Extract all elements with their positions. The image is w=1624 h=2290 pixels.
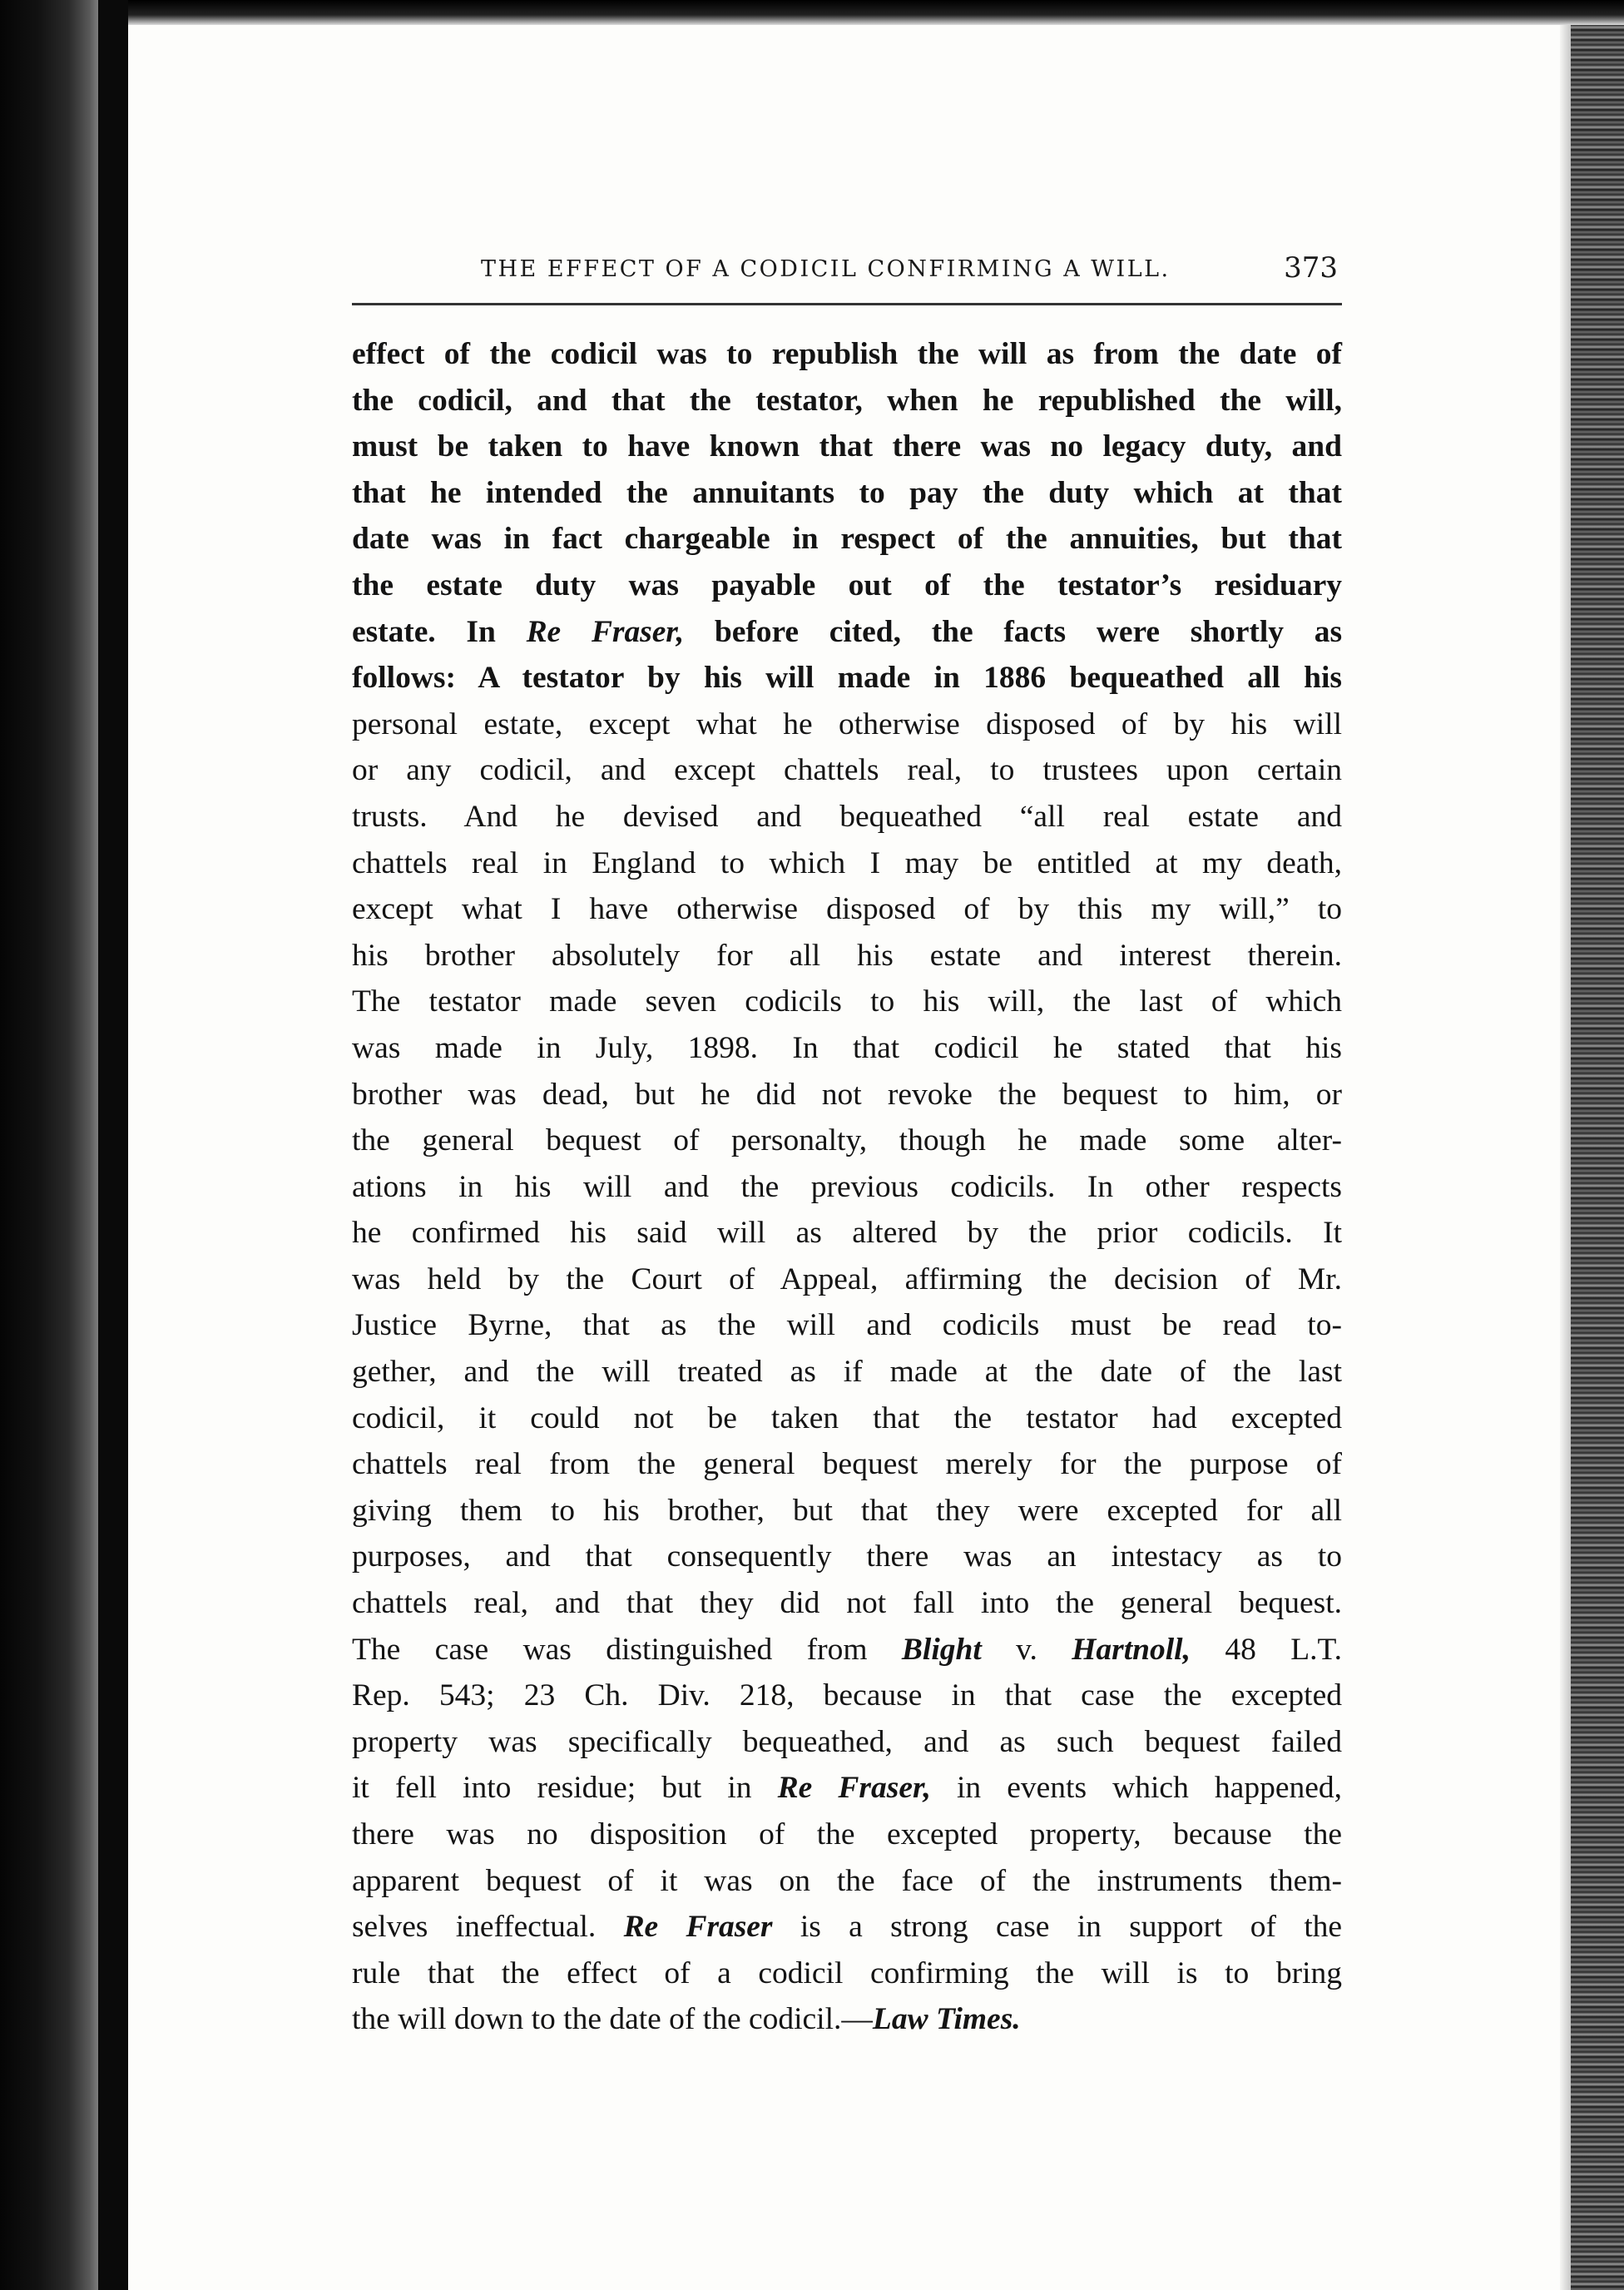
text-run: the will down to the date of the codicil.— bbox=[352, 2002, 873, 2037]
text-run: was held by the Court of Appeal, affirming the decision of Mr. bbox=[352, 1261, 1342, 1296]
case-name: Re Fraser, bbox=[777, 1771, 931, 1806]
text-line bbox=[352, 331, 1342, 378]
text-line bbox=[352, 1118, 1342, 1164]
text-line bbox=[352, 886, 1342, 933]
text-line bbox=[352, 1164, 1342, 1211]
text-run: personal estate, except what he otherwise disposed of by his will bbox=[352, 706, 1342, 741]
text-line bbox=[352, 1627, 1342, 1673]
text-run: ations in his will and the previous codicils. In other respects bbox=[352, 1169, 1342, 1204]
text-line bbox=[352, 1257, 1342, 1303]
text-run: property was specifically bequeathed, and as such bequest failed bbox=[352, 1724, 1342, 1759]
text-run: trusts. And he devised and bequeathed “all real estate and bbox=[352, 799, 1342, 834]
text-line bbox=[352, 1210, 1342, 1257]
text-line bbox=[352, 424, 1342, 470]
text-run: the general bequest of personalty, though he made some alter- bbox=[352, 1123, 1342, 1158]
text-run: purposes, and that consequently there was an intestacy as to bbox=[352, 1539, 1342, 1574]
text-line bbox=[352, 1950, 1342, 1997]
text-run: must be taken to have known that there was no legacy duty, and bbox=[352, 429, 1342, 464]
body-text bbox=[352, 331, 1342, 2043]
text-line bbox=[352, 747, 1342, 794]
text-line bbox=[352, 1580, 1342, 1627]
text-line bbox=[352, 655, 1342, 701]
text-line bbox=[352, 701, 1342, 748]
binding-shadow bbox=[98, 0, 128, 2290]
text-line bbox=[352, 470, 1342, 517]
text-line bbox=[352, 378, 1342, 424]
text-line bbox=[352, 563, 1342, 609]
text-line bbox=[352, 1302, 1342, 1349]
text-line bbox=[352, 1488, 1342, 1534]
text-run: 48 L.T. bbox=[1190, 1632, 1342, 1667]
text-run: chattels real, and that they did not fall into the general bequest. bbox=[352, 1586, 1342, 1621]
text-run: before cited, the facts were shortly as bbox=[684, 614, 1342, 649]
text-run: except what I have otherwise disposed of by this my will,” to bbox=[352, 892, 1342, 927]
text-run: brother was dead, but he did not revoke the bequest to him, or bbox=[352, 1077, 1342, 1112]
text-run: The testator made seven codicils to his will, the last of which bbox=[352, 984, 1342, 1019]
case-name: Re Fraser bbox=[623, 1910, 773, 1945]
case-name: Re Fraser, bbox=[526, 614, 685, 649]
text-run: Justice Byrne, that as the will and codicils must be read to- bbox=[352, 1308, 1342, 1343]
text-line bbox=[352, 516, 1342, 563]
text-line bbox=[352, 1441, 1342, 1488]
text-line bbox=[352, 609, 1342, 656]
text-run: estate. In bbox=[352, 614, 527, 649]
page-number: 373 bbox=[1284, 251, 1338, 285]
top-page-edge bbox=[125, 0, 1624, 25]
text-run: follows: A testator by his will made in 1886 bequeathed all his bbox=[352, 661, 1342, 696]
text-run: Rep. 543; 23 Ch. Div. 218, because in that case the excepted bbox=[352, 1678, 1342, 1713]
right-page-edge bbox=[1571, 0, 1624, 2290]
text-line bbox=[352, 1534, 1342, 1580]
text-run: effect of the codicil was to republish the will as from the date of bbox=[352, 337, 1342, 371]
text-run: date was in fact chargeable in respect of the annuities, but that bbox=[352, 522, 1342, 557]
header-rule bbox=[352, 303, 1342, 305]
text-line bbox=[352, 794, 1342, 840]
text-run: chattels real from the general bequest merely for the purpose of bbox=[352, 1447, 1342, 1482]
running-head bbox=[352, 251, 1338, 301]
text-run: his brother absolutely for all his estate and interest therein. bbox=[352, 938, 1342, 973]
text-line bbox=[352, 1996, 1342, 2043]
case-name: Hartnoll, bbox=[1072, 1632, 1191, 1667]
text-run: gether, and the will treated as if made at the date of the last bbox=[352, 1355, 1342, 1390]
text-run: was made in July, 1898. In that codicil he stated that his bbox=[352, 1030, 1342, 1065]
text-line bbox=[352, 1904, 1342, 1950]
text-line bbox=[352, 1812, 1342, 1858]
text-run: it fell into residue; but in bbox=[352, 1771, 778, 1806]
case-name: Blight bbox=[901, 1632, 982, 1667]
text-run: or any codicil, and except chattels real, to trustees upon certain bbox=[352, 753, 1342, 788]
text-run: codicil, it could not be taken that the testator had excepted bbox=[352, 1400, 1342, 1435]
source-credit: Law Times. bbox=[872, 2002, 1021, 2037]
text-run: v. bbox=[981, 1632, 1072, 1667]
text-run: there was no disposition of the excepted property, because the bbox=[352, 1817, 1342, 1851]
text-line bbox=[352, 1765, 1342, 1812]
text-line bbox=[352, 1673, 1342, 1719]
text-run: apparent bequest of it was on the face of the instruments them- bbox=[352, 1863, 1342, 1898]
text-run: in events which happened, bbox=[930, 1771, 1342, 1806]
text-line bbox=[352, 1395, 1342, 1442]
text-line bbox=[352, 1719, 1342, 1766]
running-title: THE EFFECT OF A CODICIL CONFIRMING A WILL. bbox=[481, 256, 1171, 282]
text-run: rule that the effect of a codicil confirming the will is to bring bbox=[352, 1955, 1342, 1990]
text-run: is a strong case in support of the bbox=[772, 1910, 1342, 1945]
text-line bbox=[352, 933, 1342, 979]
text-line bbox=[352, 840, 1342, 887]
text-line bbox=[352, 1858, 1342, 1905]
text-run: The case was distinguished from bbox=[352, 1632, 902, 1667]
text-run: the codicil, and that the testator, when he republished the will, bbox=[352, 383, 1342, 418]
text-line bbox=[352, 1349, 1342, 1395]
text-run: selves ineffectual. bbox=[352, 1910, 624, 1945]
text-run: giving them to his brother, but that they were excepted for all bbox=[352, 1493, 1342, 1528]
text-line bbox=[352, 1025, 1342, 1072]
text-run: he confirmed his said will as altered by the prior codicils. It bbox=[352, 1216, 1342, 1251]
text-run: the estate duty was payable out of the testator’s residuary bbox=[352, 568, 1342, 602]
text-line bbox=[352, 979, 1342, 1025]
text-run: chattels real in England to which I may be entitled at my death, bbox=[352, 845, 1342, 880]
text-run: that he intended the annuitants to pay the duty which at that bbox=[352, 475, 1342, 510]
text-line bbox=[352, 1072, 1342, 1118]
